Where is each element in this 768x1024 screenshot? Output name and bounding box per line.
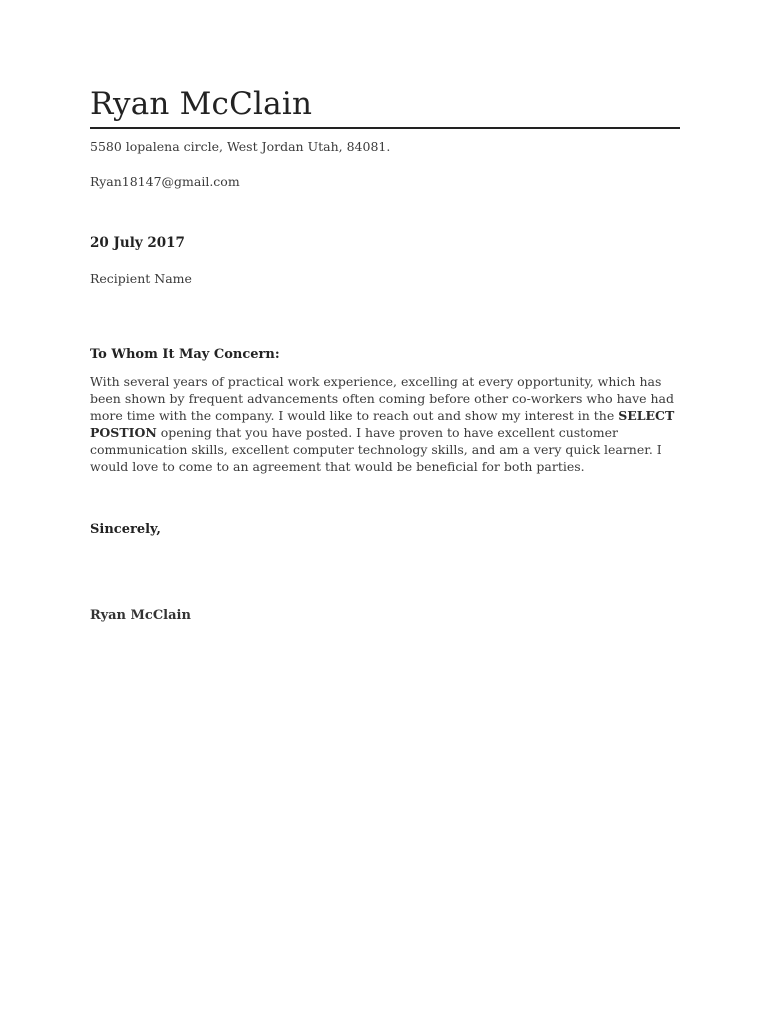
letter-date: 20 July 2017 (90, 235, 185, 251)
position-placeholder: SELECT POSTION (90, 408, 675, 440)
sender-email: Ryan18147@gmail.com (90, 174, 240, 189)
sender-name-heading: Ryan McClain (90, 86, 313, 122)
salutation: To Whom It May Concern: (90, 347, 280, 362)
recipient-name: Recipient Name (90, 271, 192, 286)
sender-address: 5580 lopalena circle, West Jordan Utah, 84081. (90, 139, 391, 154)
closing: Sincerely, (90, 522, 161, 537)
body-text-part2: opening that you have posted. I have proven to have excellent customer communication skills, excellent computer technology skills, and am a very quick learner. I would love to come to an agreement that would be beneficial for both parties. (90, 425, 662, 474)
letter-body (90, 373, 680, 475)
header-divider (90, 127, 680, 129)
body-text-part1: With several years of practical work experience, excelling at every opportunity, which has been shown by frequent advancements often coming before other co-workers who have had more time with the company. I would like to reach out and show my interest in the (90, 374, 675, 423)
signature-name: Ryan McClain (90, 608, 191, 623)
